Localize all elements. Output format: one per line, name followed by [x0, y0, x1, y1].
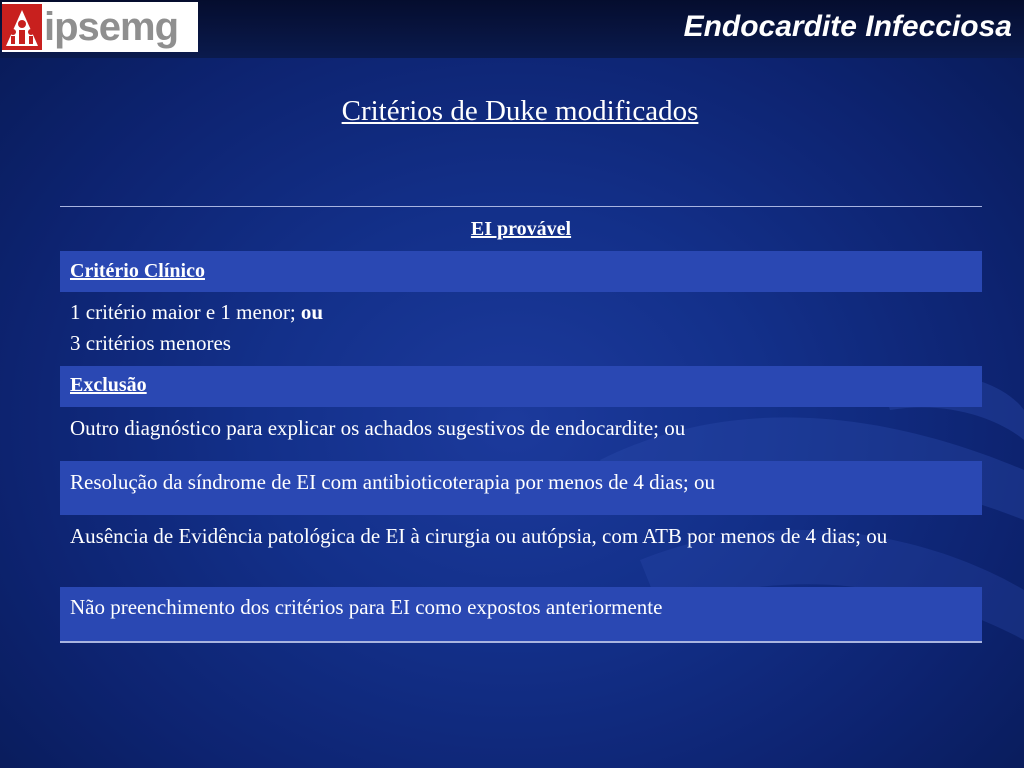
ipsemg-logo-icon: [2, 4, 42, 50]
clinical-line-2: 3 critérios menores: [70, 331, 231, 355]
section-clinical: Critério Clínico: [60, 251, 982, 292]
ipsemg-logo: [2, 2, 198, 52]
duke-criteria-table: [60, 206, 982, 643]
clinical-line-1-text: 1 critério maior e 1 menor;: [70, 300, 301, 324]
exclusion-row: Ausência de Evidência patológica de EI à cirurgia ou autópsia, com ATB por menos de 4 dias; ou: [70, 524, 888, 548]
exclusion-row: Outro diagnóstico para explicar os achados sugestivos de endocardite; ou: [70, 416, 686, 440]
clinical-line-1-conj: ou: [300, 300, 324, 324]
table-heading: EI provável: [470, 218, 572, 240]
exclusion-row: Não preenchimento dos critérios para EI como expostos anteriormente: [60, 587, 982, 641]
clinical-line-1: [70, 297, 972, 328]
clinical-criteria-row: [60, 292, 982, 366]
exclusion-row: Resolução da síndrome de EI com antibioticoterapia por menos de 4 dias; ou: [60, 461, 982, 515]
logo-wordmark: ipsemg: [44, 5, 179, 49]
slide-title: Critérios de Duke modificados: [341, 95, 699, 127]
section-exclusion: Exclusão: [60, 366, 982, 407]
header-title: Endocardite Infecciosa: [683, 10, 1012, 43]
